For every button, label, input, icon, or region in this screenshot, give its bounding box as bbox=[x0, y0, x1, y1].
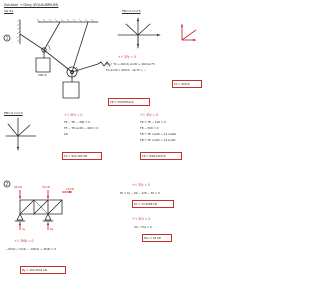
p3-right-header: +↑ ΣFy = 0 bbox=[132, 183, 151, 187]
p3-left-line-1: −60(4) + Fy(2) − 120(4) + 30(6) = 0 bbox=[6, 247, 57, 251]
set-label: Set #1 bbox=[4, 9, 14, 13]
fbd-cord-b-label: FBD of cord B bbox=[122, 9, 141, 13]
p2-right-boxed: TB = 846.4103 lb bbox=[140, 152, 182, 160]
page-title: Solution → Ding (EQUILIBRIUM) bbox=[4, 3, 59, 7]
p3-right-header-2: +→ ΣFx = 0 bbox=[132, 217, 151, 221]
p2-left-boxed: TA = 914.162 kN bbox=[62, 152, 102, 160]
p3-left-header: +↑ ΣMA = 0 bbox=[14, 239, 34, 243]
weight-block-bottom bbox=[63, 82, 79, 98]
svg-text:1: 1 bbox=[5, 35, 9, 41]
truss-load-2: 40 kN bbox=[42, 185, 50, 189]
p2-left-line-2: TE − TD sin45 − 400 = 0 bbox=[64, 126, 99, 130]
truss-load-1: 60 kN bbox=[14, 185, 22, 189]
p3-right-boxed-2: FAx = 30 kN bbox=[142, 234, 172, 242]
p2-left-line-1: TE − TD − 300 = 0 bbox=[64, 120, 90, 124]
p2-right-line-4: TB = TE cos45 + 14 sin60 bbox=[140, 138, 176, 142]
truss-load-3: 20 kN bbox=[66, 187, 74, 191]
svg-text:2: 2 bbox=[5, 181, 9, 187]
p3-right-line-1: FA = Fy − 60 − 120 − 30 = 0 bbox=[120, 191, 160, 195]
p3-left-boxed: By = 102.2541 kN bbox=[20, 266, 66, 274]
p1-equation-line-1: TA = TC + 400 lb sin30 + 400 sin75 bbox=[106, 62, 155, 66]
weight-label: 200 lb bbox=[38, 73, 47, 77]
p2-right-line-3: TB = TE cos45 + 14 cos60 bbox=[140, 132, 177, 136]
p1-equation-line-2: TA sin30 = 400 lb · sin75 + ... bbox=[106, 68, 147, 72]
support-label-a: Ay bbox=[22, 227, 26, 231]
fbd-cord-d-label: FBD of cord D bbox=[4, 111, 23, 115]
p2-right-line-1: TB = TE − 100 = 0 bbox=[140, 120, 166, 124]
p3-right-line-2: 30 − FAx = 0 bbox=[134, 225, 152, 229]
p2-right-line-2: TB − 500 = 0 bbox=[140, 126, 159, 130]
p1-boxed-answer: TA = 400 lb bbox=[172, 80, 202, 88]
p2-left-header: +→ ΣFx = 0 bbox=[64, 113, 83, 117]
p3-right-boxed-1: FA = 13.4286 kN bbox=[132, 200, 174, 208]
p1-final-answer: TB = 259.0652 lb bbox=[108, 98, 150, 106]
p2-left-line-3: kN bbox=[64, 132, 68, 136]
weight-block-left bbox=[36, 58, 50, 72]
p1-equation-header: +↑ ΣFy = 0 bbox=[118, 55, 137, 59]
p2-right-header: +↑ ΣFy = 0 bbox=[140, 113, 159, 117]
support-label-b: By bbox=[50, 227, 54, 231]
